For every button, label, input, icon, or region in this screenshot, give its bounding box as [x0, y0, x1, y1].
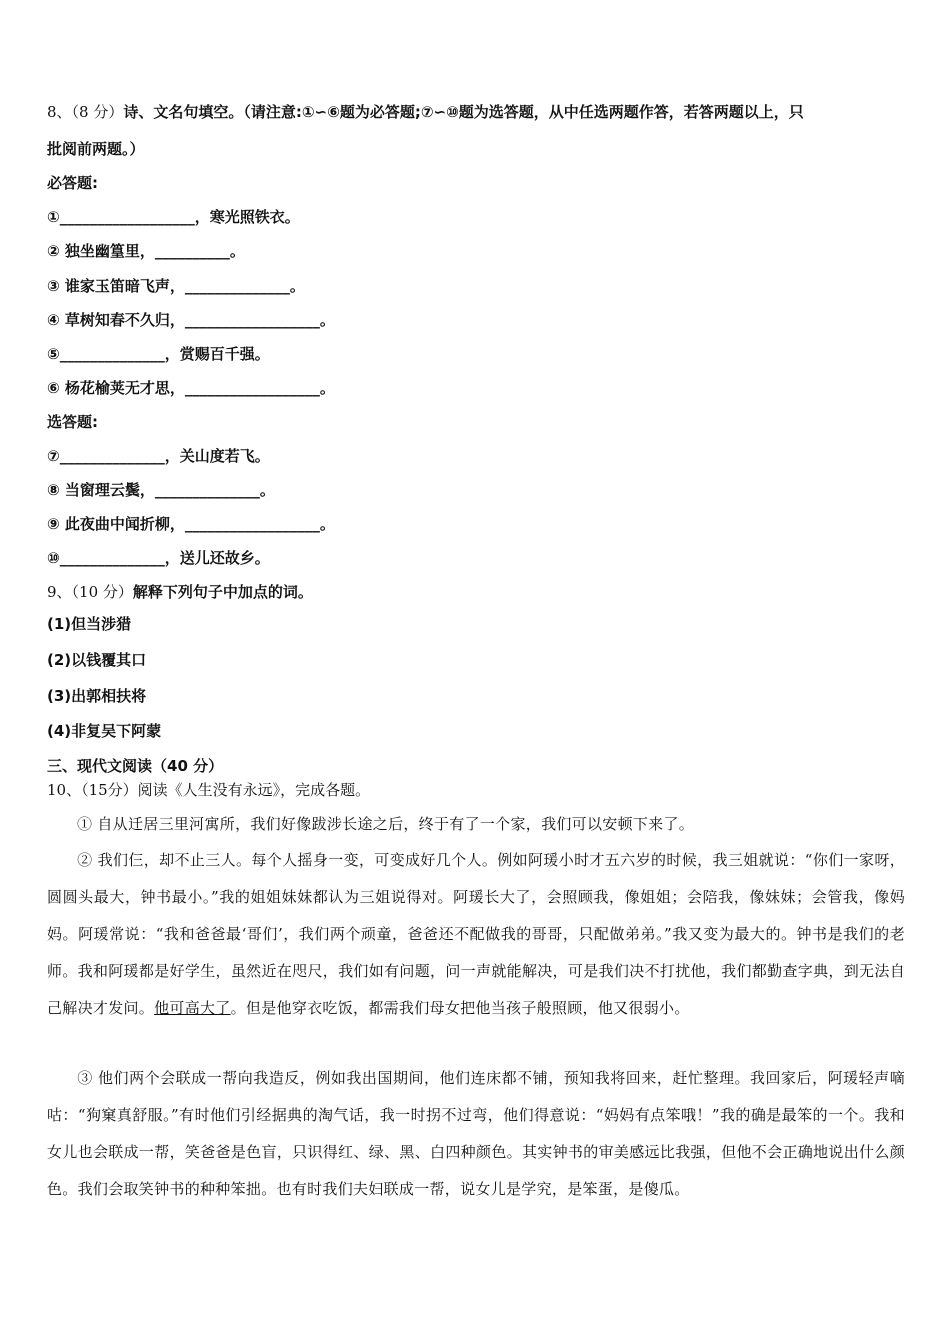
- q10-paragraph-3: [47, 1060, 905, 1208]
- q8-title-continued: 批阅前两题。）: [47, 140, 145, 158]
- q8-optional-item: ⑧ 当窗理云鬓，______________。: [47, 481, 275, 499]
- q9-item: (1)但当涉猎: [47, 615, 132, 633]
- underlined-phrase: 他可高大了: [154, 999, 231, 1017]
- q8-title: 诗、文名句填空。（请注意:①∽⑥题为必答题;⑦∽⑩题为选答题，从中任选两题作答，若答两题以上，只: [123, 103, 804, 121]
- q8-required-item: ①__________________，寒光照铁衣。: [47, 208, 300, 226]
- q8-optional-item: ⑩______________，送儿还故乡。: [47, 549, 270, 567]
- q8-optional-item: ⑨ 此夜曲中闻折柳，__________________。: [47, 515, 335, 533]
- q8-required-item: ⑥ 杨花榆荚无才思，__________________。: [47, 379, 335, 397]
- q10-paragraph-1-text: ① 自从迁居三里河寓所，我们好像跋涉长途之后，终于有了一个家，我们可以安顿下来了。: [77, 815, 695, 833]
- q8-optional-item: ⑦______________，关山度若飞。: [47, 447, 270, 465]
- q8-required-item: ④ 草树知春不久归，__________________。: [47, 311, 335, 329]
- q8-score: （8 分）: [71, 103, 124, 121]
- q10-intro: 10、（15分）阅读《人生没有永远》，完成各题。: [47, 781, 371, 799]
- q10-paragraph-2-text: ② 我们仨，却不止三人。每个人摇身一变，可变成好几个人。例如阿瑗小时才五六岁的时候，我三姐就说：“你们一家呀，圆圆头最大，钟书最小。”我的姐姐妹妹都认为三姐说得对。阿瑗长大了，会照顾我，像姐姐；会陪我，像妹妹；会管我，像妈妈。阿瑗常说：“我和爸爸最‘哥们’，我们两个顽童，爸爸还不配做我的哥哥，只配做弟弟。”我又变为最大的。钟书是我们的老师。我和阿瑗都是好学生，虽然近在咫尺，我们如有问题，问一声就能解决，可是我们决不打扰他，我们都勤查字典，到无法自己解决才发问。: [47, 851, 905, 1017]
- q10-paragraph-3-text: ③ 他们两个会联成一帮向我造反，例如我出国期间，他们连床都不铺，预知我将回来，赶忙整理。我回家后，阿瑗轻声嘀咕：“狗窠真舒服。”有时他们引经据典的淘气话，我一时拐不过弯，他们得意说：“妈妈有点笨哦！”我的确是最笨的一个。我和女儿也会联成一帮，笑爸爸是色盲，只识得红、绿、黑、白四种颜色。其实钟书的审美感远比我强，但他不会正确地说出什么颜色。我们会取笑钟书的种种笨拙。也有时我们夫妇联成一帮，说女儿是学究，是笨蛋，是傻瓜。: [47, 1069, 905, 1198]
- q9-score: （10 分）: [71, 583, 133, 601]
- q8-title-line: [47, 102, 804, 122]
- q9-title: 解释下列句子中加点的词。: [132, 583, 313, 601]
- q10-paragraph-2: [47, 842, 905, 1027]
- q10-paragraph-2-text-end: 。但是他穿衣吃饭，都需我们母女把他当孩子般照顾，他又很弱小。: [230, 999, 690, 1017]
- q9-item: (4)非复吴下阿蒙: [47, 722, 162, 740]
- q9-item: (3)出郭相扶将: [47, 687, 147, 705]
- q8-number: 8、: [47, 103, 72, 121]
- q8-optional-label: 选答题:: [47, 413, 98, 431]
- q10-paragraph-1: [47, 806, 905, 843]
- q8-required-item: ③ 谁家玉笛暗飞声，______________。: [47, 277, 305, 295]
- q9-number: 9、: [47, 583, 72, 601]
- q8-required-label: 必答题:: [47, 174, 98, 192]
- section-3-heading: 三、现代文阅读（40 分）: [47, 757, 224, 775]
- q9-item: (2)以钱覆其口: [47, 651, 147, 669]
- q8-required-item: ② 独坐幽篁里，__________。: [47, 242, 245, 260]
- q9-title-line: [47, 582, 313, 602]
- q8-required-item: ⑤______________，赏赐百千强。: [47, 345, 270, 363]
